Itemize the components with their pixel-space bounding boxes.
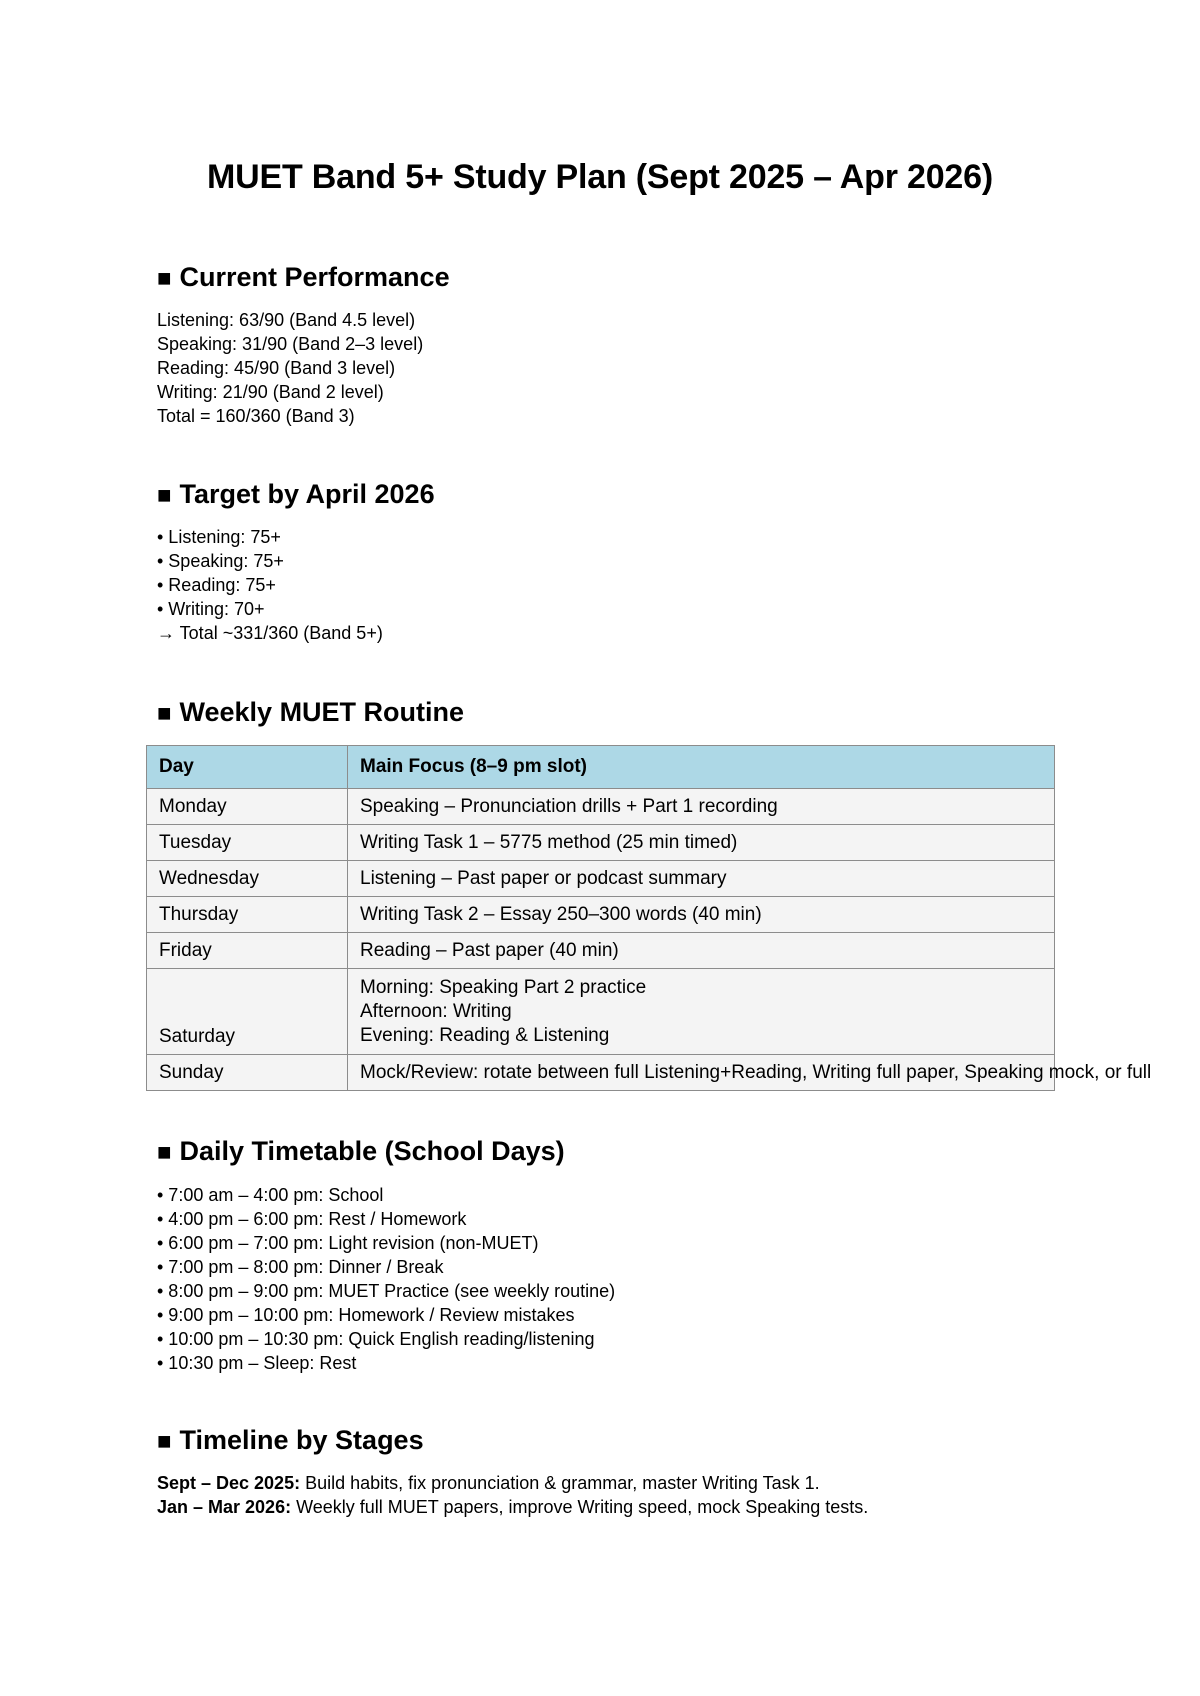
focus-line: Writing Task 1 – 5775 method (25 min timed) [360, 831, 738, 853]
timeline-stage [157, 1471, 868, 1495]
list-item: • 7:00 am – 4:00 pm: School [157, 1185, 384, 1205]
focus-cell [348, 1055, 1152, 1091]
page-title: MUET Band 5+ Study Plan (Sept 2025 – Apr 2026) [207, 158, 993, 196]
list-item: • 10:30 pm – Sleep: Rest [157, 1353, 357, 1373]
list-item: • Listening: 75+ [157, 527, 281, 547]
section-square-icon: ■ [157, 700, 172, 727]
weekly-routine-table [146, 745, 1152, 1091]
day-cell: Friday [147, 933, 348, 969]
day-cell: Sunday [147, 1055, 348, 1091]
list-item: Listening: 63/90 (Band 4.5 level) [157, 310, 416, 330]
focus-cell [348, 825, 1055, 861]
list-item: Writing: 21/90 (Band 2 level) [157, 382, 384, 402]
focus-line: Writing Task 2 – Essay 250–300 words (40 min) [360, 903, 762, 925]
target-heading [157, 479, 435, 510]
target-list [157, 525, 383, 645]
timeline-stage [157, 1495, 868, 1519]
list-item: • 7:00 pm – 8:00 pm: Dinner / Break [157, 1257, 444, 1277]
timeline-heading [157, 1425, 424, 1456]
target-heading-text: Target by April 2026 [179, 479, 435, 509]
daily-timetable-list [157, 1183, 615, 1375]
timeline-list [157, 1471, 868, 1519]
daily-timetable-heading-text: Daily Timetable (School Days) [179, 1136, 565, 1166]
list-item: Total = 160/360 (Band 3) [157, 406, 355, 426]
section-square-icon: ■ [157, 482, 172, 509]
table-row [147, 825, 1055, 861]
focus-cell [348, 789, 1055, 825]
list-item: • Reading: 75+ [157, 575, 276, 595]
table-row [147, 933, 1055, 969]
focus-line: Reading – Past paper (40 min) [360, 939, 619, 961]
weekly-routine-heading-text: Weekly MUET Routine [179, 697, 465, 727]
weekly-routine-heading [157, 697, 464, 728]
column-header-focus: Main Focus (8–9 pm slot) [348, 746, 1055, 789]
focus-cell [348, 933, 1055, 969]
table-row [147, 861, 1055, 897]
focus-line: Evening: Reading & Listening [360, 1025, 610, 1046]
section-square-icon: ■ [157, 1428, 172, 1455]
table-header-row [147, 746, 1055, 789]
list-item: → Total ~331/360 (Band 5+) [157, 623, 383, 643]
stage-label: Sept – Dec 2025: [157, 1473, 301, 1493]
stage-text: Weekly full MUET papers, improve Writing speed, mock Speaking tests. [291, 1497, 869, 1517]
focus-line: Listening – Past paper or podcast summary [360, 867, 727, 889]
day-cell: Tuesday [147, 825, 348, 861]
section-square-icon: ■ [157, 265, 172, 292]
section-square-icon: ■ [157, 1139, 172, 1166]
list-item: • 10:00 pm – 10:30 pm: Quick English reading/listening [157, 1329, 595, 1349]
day-cell: Saturday [147, 969, 348, 1055]
focus-line: Mock/Review: rotate between full Listening+Reading, Writing full paper, Speaking mock, or full [360, 1061, 1152, 1083]
stage-text: Build habits, fix pronunciation & grammar, master Writing Task 1. [300, 1473, 820, 1493]
day-cell: Wednesday [147, 861, 348, 897]
current-performance-list [157, 308, 423, 428]
list-item: • Speaking: 75+ [157, 551, 284, 571]
list-item: Speaking: 31/90 (Band 2–3 level) [157, 334, 424, 354]
focus-line: Afternoon: Writing [360, 1001, 512, 1022]
table-row [147, 1055, 1055, 1091]
current-performance-heading [157, 262, 450, 293]
table-row [147, 789, 1055, 825]
focus-cell [348, 897, 1055, 933]
list-item: Reading: 45/90 (Band 3 level) [157, 358, 396, 378]
table-row [147, 969, 1055, 1055]
stage-label: Jan – Mar 2026: [157, 1497, 292, 1517]
focus-line: Morning: Speaking Part 2 practice [360, 977, 647, 998]
list-item: • 9:00 pm – 10:00 pm: Homework / Review mistakes [157, 1305, 575, 1325]
day-cell: Thursday [147, 897, 348, 933]
daily-timetable-heading [157, 1136, 565, 1167]
focus-cell [348, 861, 1055, 897]
list-item: • 4:00 pm – 6:00 pm: Rest / Homework [157, 1209, 467, 1229]
column-header-day: Day [147, 746, 348, 789]
list-item: • Writing: 70+ [157, 599, 265, 619]
focus-cell [348, 969, 1055, 1055]
focus-line: Speaking – Pronunciation drills + Part 1 recording [360, 795, 778, 817]
current-performance-heading-text: Current Performance [179, 262, 450, 292]
list-item: • 6:00 pm – 7:00 pm: Light revision (non-MUET) [157, 1233, 539, 1253]
timeline-heading-text: Timeline by Stages [179, 1425, 424, 1455]
day-cell: Monday [147, 789, 348, 825]
list-item: • 8:00 pm – 9:00 pm: MUET Practice (see weekly routine) [157, 1281, 616, 1301]
table-row [147, 897, 1055, 933]
